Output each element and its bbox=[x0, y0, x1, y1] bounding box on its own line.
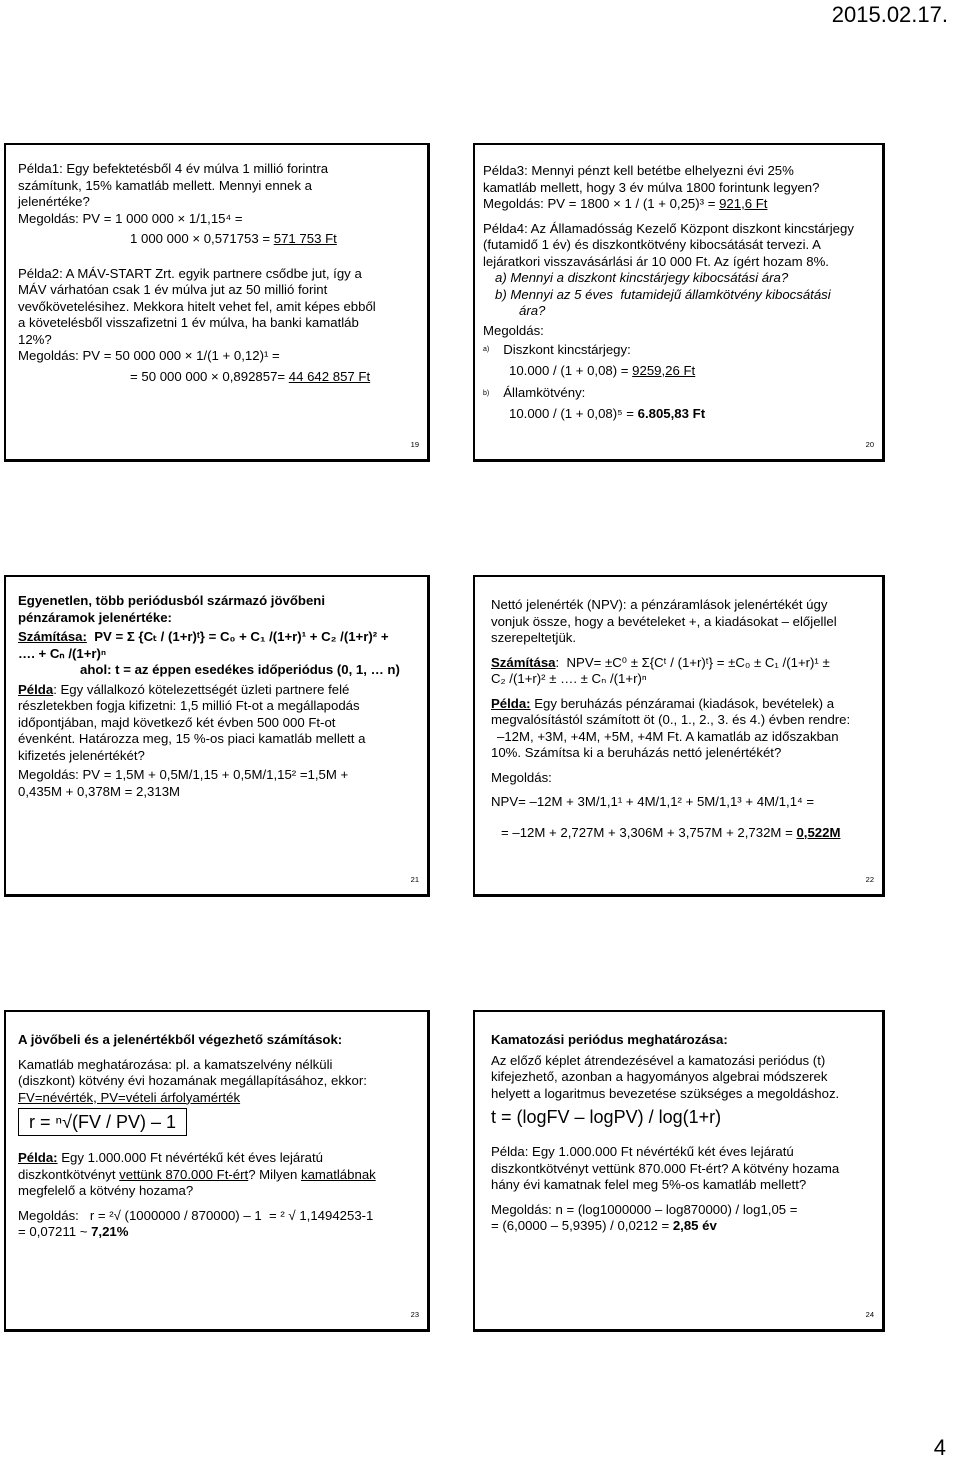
slide-text-row bbox=[483, 406, 882, 423]
slide-text: időpontjában, majd következő két évben 500 000 Ft-ot bbox=[18, 714, 336, 730]
slide-text: (futamidő 1 év) és diszkontkötvény kibocsátását tervezi. A bbox=[483, 237, 821, 252]
slide-text: Diszkont kincstárjegy: bbox=[503, 342, 631, 357]
slide-text: kifejezhető, azonban a hagyományos algebrai módszerek bbox=[491, 1069, 828, 1084]
slide-text: 10.000 / (1 + 0,08)⁵ = bbox=[509, 406, 638, 422]
slide-text: MÁV várhatóan csak 1 év múlva jut az 50 millió forint bbox=[18, 282, 328, 297]
slide-number: 22 bbox=[865, 874, 874, 884]
slide-text: Megoldás: bbox=[491, 769, 552, 785]
slide-text: FV=névérték, PV=vételi árfolyamérték bbox=[18, 1089, 241, 1105]
slide-20 bbox=[473, 143, 885, 462]
slide-title: Egyenetlen, több periódusból származó jövőbeni bbox=[18, 593, 326, 608]
spacer bbox=[18, 248, 427, 266]
slide-text: Megoldás: PV = 1,5M + 0,5M/1,15 + 0,5M/1,15² =1,5M + bbox=[18, 767, 349, 782]
spacer bbox=[483, 213, 882, 221]
slide-text: Megoldás: PV = 50 000 000 × 1/(1 + 0,12)¹ = bbox=[18, 348, 280, 363]
formula: NPV= –12M + 3M/1,1¹ + 4M/1,1² + 5M/1,1³ + 4M/1,1⁴ = bbox=[491, 794, 815, 809]
header-date: 2015.02.17. bbox=[831, 2, 948, 27]
question-b: b) Mennyi az 5 éves futamidejű államkötvény kibocsátási bbox=[495, 286, 831, 302]
slide-text: Példa3: Mennyi pénzt kell betétbe elhelyezni évi 25% bbox=[483, 163, 794, 178]
slide-text: Kamatláb meghatározása: pl. a kamatszelvény nélküli bbox=[18, 1056, 333, 1072]
slide-text-row bbox=[18, 682, 427, 699]
slide-text: Államkötvény: bbox=[503, 385, 586, 401]
slide-text: Egy beruházás pénzáramai (kiadások, bevételek) a bbox=[530, 695, 835, 711]
slide-text: helyett a logaritmus bevezetése szükséges a megoldáshoz. bbox=[491, 1085, 840, 1101]
slide-label: Számítása bbox=[491, 654, 556, 670]
slide-text: 12%? bbox=[18, 331, 52, 347]
slide-text: ? Milyen bbox=[248, 1166, 301, 1182]
formula-note: ahol: t = az éppen esedékes időperiódus (0, 1, … n) bbox=[80, 662, 400, 677]
result-value: 44 642 857 Ft bbox=[288, 368, 371, 384]
slide-text: évenként. Határozza meg, 15 %-os piaci kamatláb mellett a bbox=[18, 731, 366, 746]
slide-text: hány évi kamatnak felel meg 5%-os kamatláb mellett? bbox=[491, 1177, 807, 1192]
slide-title: Kamatozási periódus meghatározása: bbox=[491, 1032, 728, 1047]
formula: C₂ /(1+r)² ± …. ± Cₙ /(1+r)ⁿ bbox=[491, 671, 647, 686]
slide-title: A jövőbeli és a jelenértékből végezhető számítások: bbox=[18, 1032, 343, 1047]
slide-text: megvalósítástól számított öt (0., 1., 2., 3. és 4.) évben rendre: bbox=[491, 712, 851, 727]
slide-text: megfelelő a kötvény hozama? bbox=[18, 1183, 194, 1198]
slide-text: –12M, +3M, +4M, +5M, +4M Ft. A kamatláb az időszakban bbox=[497, 728, 839, 744]
slide-23 bbox=[4, 1010, 430, 1332]
slide-text: jelenértéke? bbox=[18, 194, 90, 209]
slide-text: Példa: Egy 1.000.000 Ft névértékű két éves lejáratú bbox=[491, 1144, 794, 1159]
slide-text-row bbox=[18, 1167, 427, 1184]
slide-text: Példa4: Az Államadósság Kezelő Központ diszkont kincstárjegy bbox=[483, 220, 854, 236]
slide-text: Megoldás: r = ²√ (1000000 / 870000) – 1 = ² √ 1,1494253-1 bbox=[18, 1207, 374, 1223]
formula-box: r = ⁿ√(FV / PV) – 1 bbox=[18, 1108, 187, 1136]
slide-number: 21 bbox=[410, 874, 419, 884]
slide-text: a követelésből visszafizetni 1 év múlva, ha banki kamatláb bbox=[18, 315, 359, 330]
slide-text: = 50 000 000 × 0,892857= bbox=[130, 368, 289, 384]
slide-text: vettünk 870.000 Ft-ért bbox=[119, 1166, 249, 1182]
slide-text-row bbox=[18, 629, 427, 646]
slide-24 bbox=[473, 1010, 885, 1332]
list-marker: b) bbox=[483, 389, 490, 397]
slide-text: diszkontkötvényt bbox=[18, 1166, 120, 1182]
formula: …. + Cₙ /(1+r)ⁿ bbox=[18, 645, 107, 661]
slide-label: Példa: bbox=[18, 1150, 58, 1165]
result-value: 0,522M bbox=[796, 824, 841, 840]
slide-title: pénzáramok jelenértéke: bbox=[18, 609, 172, 625]
slide-text: Az előző képlet átrendezésével a kamatozási periódus (t) bbox=[491, 1052, 826, 1068]
slide-text: 1 000 000 × 0,571753 = bbox=[130, 231, 274, 246]
slide-text: részletekben fogja kifizetni: 1,5 millió Ft-ot a megállapodás bbox=[18, 698, 360, 713]
formula: PV = Σ {Cₜ / (1+r)ᵗ} = C₀ + C₁ /(1+r)¹ + C₂ /(1+r)² + bbox=[86, 629, 389, 644]
formula: t = (logFV – logPV) / log(1+r) bbox=[491, 1107, 722, 1127]
slide-text: 0,435M + 0,378M = 2,313M bbox=[18, 783, 181, 799]
slide-text: kamatláb mellett, hogy 3 év múlva 1800 forintunk legyen? bbox=[483, 179, 820, 195]
list-marker: a) bbox=[483, 346, 490, 354]
slide-text: Megoldás: bbox=[483, 322, 544, 338]
slide-text: szerepeltetjük. bbox=[491, 630, 577, 645]
slide-text: vonjuk össze, hogy a bevételeket +, a kiadásokat – előjellel bbox=[491, 613, 837, 629]
slide-text: vevőkövetelésihez. Mekkora hitelt vehet fel, amit képes ebből bbox=[18, 298, 376, 314]
slide-text: = (6,0000 – 5,9395) / 0,0212 = bbox=[491, 1218, 673, 1233]
result-value: 921,6 Ft bbox=[719, 196, 768, 211]
result-value: 6.805,83 Ft bbox=[637, 406, 706, 422]
slide-22 bbox=[473, 575, 885, 897]
slide-text-row bbox=[18, 231, 427, 248]
result-value: 571 753 Ft bbox=[273, 231, 337, 246]
page-number: 4 bbox=[933, 1435, 946, 1460]
slide-label: Példa: bbox=[491, 695, 531, 711]
result-value: 2,85 év bbox=[672, 1218, 717, 1233]
slide-text: Megoldás: PV = 1800 × 1 / (1 + 0,25)³ = bbox=[483, 196, 720, 211]
slide-text: Egy 1.000.000 Ft névértékű két éves lejáratú bbox=[57, 1150, 323, 1165]
slide-text: (diszkont) kötvény évi hozamának megállapításához, ekkor: bbox=[18, 1073, 367, 1088]
slide-text-row bbox=[18, 1224, 427, 1241]
slide-text-row bbox=[483, 196, 882, 213]
slide-text: Példa2: A MÁV-START Zrt. egyik partnere csődbe jut, így a bbox=[18, 265, 362, 281]
slide-text: diszkontkötvényt vettünk 870.000 Ft-ért? A kötvény hozama bbox=[491, 1160, 840, 1176]
question-a: a) Mennyi a diszkont kincstárjegy kibocsátási ára? bbox=[495, 270, 789, 285]
slide-text: ára? bbox=[519, 303, 546, 318]
slide-text: 10%. Számítsa ki a beruházás nettó jelenértékét? bbox=[491, 745, 782, 760]
slide-text-row bbox=[483, 363, 882, 380]
slide-text: = 0,07211 ~ bbox=[18, 1224, 92, 1239]
slide-text: : Egy vállalkozó kötelezettségét üzleti partnere felé bbox=[53, 681, 350, 697]
slide-text: 10.000 / (1 + 0,08) = bbox=[509, 362, 633, 378]
slide-text: Megoldás: n = (log1000000 – log870000) / log1,05 = bbox=[491, 1201, 798, 1217]
slide-text: kifizetés jelenértékét? bbox=[18, 747, 145, 763]
slide-text: Megoldás: PV = 1 000 000 × 1/1,15⁴ = bbox=[18, 210, 243, 226]
slide-text: = –12M + 2,727M + 3,306M + 3,757M + 2,732M = bbox=[501, 824, 797, 840]
formula: : NPV= ±C⁰ ± Σ{Cᵗ / (1+r)ᵗ} = ±C₀ ± C₁ /(1+r)¹ ± bbox=[555, 654, 830, 670]
slide-21 bbox=[4, 575, 430, 897]
result-value: 9259,26 Ft bbox=[632, 362, 696, 378]
slide-number: 20 bbox=[865, 439, 874, 449]
slide-number: 23 bbox=[410, 1309, 419, 1319]
slide-text-row bbox=[491, 655, 882, 672]
slide-text-row bbox=[18, 1150, 427, 1167]
slide-text-row bbox=[18, 369, 427, 386]
slide-text-row bbox=[483, 342, 882, 359]
slide-number: 19 bbox=[410, 439, 419, 449]
slide-label: Számítása: bbox=[18, 629, 87, 644]
slide-text: kamatlábnak bbox=[300, 1166, 376, 1182]
slide-text: lejáratkori visszavásárlási ár 10 000 Ft. Az ígért hozam 8%. bbox=[483, 253, 829, 269]
slide-text-row bbox=[491, 696, 882, 713]
slide-text: Példa1: Egy befektetésből 4 év múlva 1 millió forintra bbox=[18, 161, 329, 176]
slide-text-row bbox=[491, 1218, 882, 1235]
slide-label: Példa bbox=[18, 681, 54, 697]
slide-text: számítunk, 15% kamatláb mellett. Mennyi ennek a bbox=[18, 177, 312, 193]
slide-19 bbox=[4, 143, 430, 462]
slide-text-row bbox=[491, 825, 882, 842]
result-value: 7,21% bbox=[91, 1224, 129, 1239]
slide-number: 24 bbox=[865, 1309, 874, 1319]
slide-text-row bbox=[483, 385, 882, 402]
slide-text: Nettó jelenérték (NPV): a pénzáramlások jelenértékét úgy bbox=[491, 597, 828, 612]
